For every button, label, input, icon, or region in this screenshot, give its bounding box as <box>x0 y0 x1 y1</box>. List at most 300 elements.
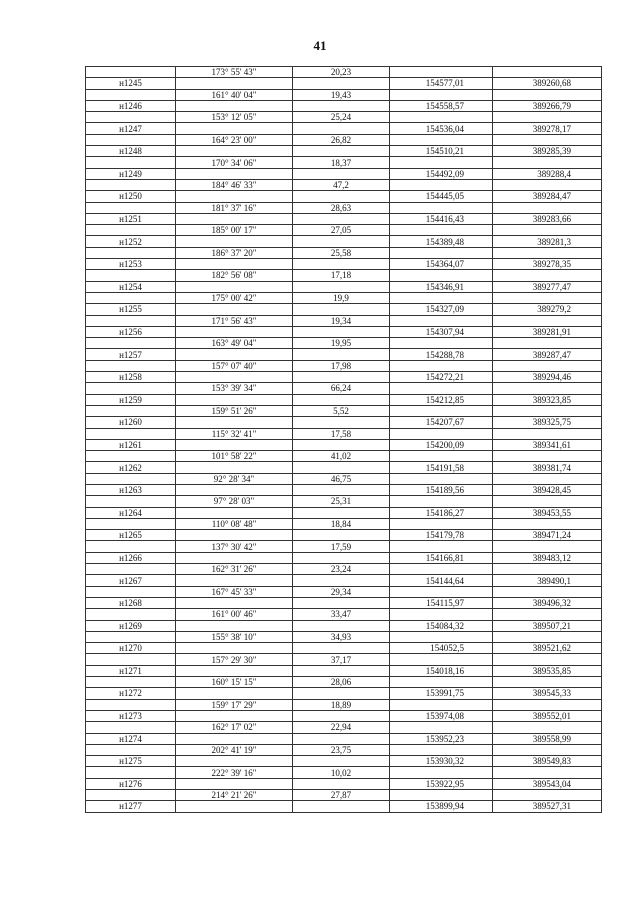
distance-cell: 28,63 <box>293 202 390 213</box>
angle-cell <box>176 575 293 586</box>
point-name-cell <box>86 722 176 733</box>
point-name-cell: н1248 <box>86 146 176 157</box>
table-row <box>86 67 602 78</box>
x-coordinate-cell <box>390 112 493 123</box>
distance-cell <box>293 507 390 518</box>
distance-cell <box>293 326 390 337</box>
angle-cell: 181° 37' 16" <box>176 202 293 213</box>
x-coordinate-cell <box>390 157 493 168</box>
point-name-cell <box>86 270 176 281</box>
table-row <box>86 157 602 168</box>
table-row <box>86 383 602 394</box>
table-row <box>86 349 602 360</box>
table-row <box>86 315 602 326</box>
table-row <box>86 100 602 111</box>
angle-cell <box>176 439 293 450</box>
table-row <box>86 462 602 473</box>
table-row <box>86 428 602 439</box>
x-coordinate-cell <box>390 654 493 665</box>
angle-cell: 97° 28' 03" <box>176 496 293 507</box>
point-name-cell <box>86 564 176 575</box>
table-row <box>86 541 602 552</box>
point-name-cell: н1272 <box>86 688 176 699</box>
point-name-cell <box>86 609 176 620</box>
distance-cell: 17,59 <box>293 541 390 552</box>
angle-cell <box>176 304 293 315</box>
x-coordinate-cell: 154179,78 <box>390 530 493 541</box>
y-coordinate-cell <box>493 360 602 371</box>
distance-cell: 19,43 <box>293 89 390 100</box>
x-coordinate-cell: 154445,05 <box>390 191 493 202</box>
distance-cell: 25,31 <box>293 496 390 507</box>
point-name-cell <box>86 202 176 213</box>
angle-cell <box>176 665 293 676</box>
distance-cell: 17,18 <box>293 270 390 281</box>
distance-cell <box>293 462 390 473</box>
distance-cell <box>293 530 390 541</box>
angle-cell: 184° 46' 33" <box>176 179 293 190</box>
x-coordinate-cell: 154327,09 <box>390 304 493 315</box>
x-coordinate-cell: 154207,67 <box>390 417 493 428</box>
point-name-cell <box>86 157 176 168</box>
x-coordinate-cell <box>390 496 493 507</box>
table-row <box>86 778 602 789</box>
x-coordinate-cell: 154144,64 <box>390 575 493 586</box>
y-coordinate-cell: 389453,55 <box>493 507 602 518</box>
angle-cell <box>176 100 293 111</box>
angle-cell <box>176 733 293 744</box>
table-row <box>86 518 602 529</box>
y-coordinate-cell <box>493 496 602 507</box>
y-coordinate-cell: 389266,79 <box>493 100 602 111</box>
angle-cell <box>176 372 293 383</box>
point-name-cell <box>86 134 176 145</box>
y-coordinate-cell: 389285,39 <box>493 146 602 157</box>
table-row <box>86 688 602 699</box>
point-name-cell: н1277 <box>86 801 176 812</box>
point-name-cell: н1269 <box>86 620 176 631</box>
point-name-cell <box>86 473 176 484</box>
x-coordinate-cell <box>390 473 493 484</box>
y-coordinate-cell: 389545,33 <box>493 688 602 699</box>
table-row <box>86 417 602 428</box>
table-row <box>86 473 602 484</box>
table-row <box>86 213 602 224</box>
distance-cell: 34,93 <box>293 631 390 642</box>
y-coordinate-cell <box>493 564 602 575</box>
y-coordinate-cell: 389490,1 <box>493 575 602 586</box>
y-coordinate-cell: 389535,85 <box>493 665 602 676</box>
x-coordinate-cell: 153899,94 <box>390 801 493 812</box>
x-coordinate-cell <box>390 383 493 394</box>
point-name-cell <box>86 518 176 529</box>
point-name-cell: н1263 <box>86 484 176 495</box>
y-coordinate-cell: 389287,47 <box>493 349 602 360</box>
distance-cell: 25,58 <box>293 247 390 258</box>
distance-cell <box>293 191 390 202</box>
table-row <box>86 552 602 563</box>
point-name-cell <box>86 586 176 597</box>
point-name-cell: н1265 <box>86 530 176 541</box>
point-name-cell <box>86 405 176 416</box>
distance-cell: 27,87 <box>293 790 390 801</box>
distance-cell <box>293 710 390 721</box>
point-name-cell <box>86 451 176 462</box>
x-coordinate-cell: 154052,5 <box>390 643 493 654</box>
angle-cell: 164° 23' 00" <box>176 134 293 145</box>
point-name-cell: н1275 <box>86 756 176 767</box>
x-coordinate-cell: 154186,27 <box>390 507 493 518</box>
distance-cell <box>293 801 390 812</box>
angle-cell <box>176 552 293 563</box>
distance-cell: 29,34 <box>293 586 390 597</box>
table-row <box>86 179 602 190</box>
x-coordinate-cell: 154492,09 <box>390 168 493 179</box>
point-name-cell: н1271 <box>86 665 176 676</box>
y-coordinate-cell: 389496,32 <box>493 597 602 608</box>
table-row <box>86 202 602 213</box>
x-coordinate-cell: 154191,58 <box>390 462 493 473</box>
distance-cell <box>293 665 390 676</box>
angle-cell: 161° 00' 46" <box>176 609 293 620</box>
distance-cell <box>293 304 390 315</box>
y-coordinate-cell <box>493 67 602 78</box>
point-name-cell: н1250 <box>86 191 176 202</box>
angle-cell: 153° 12' 05" <box>176 112 293 123</box>
y-coordinate-cell <box>493 541 602 552</box>
table-row <box>86 439 602 450</box>
x-coordinate-cell <box>390 677 493 688</box>
y-coordinate-cell: 389283,66 <box>493 213 602 224</box>
angle-cell: 153° 39' 34" <box>176 383 293 394</box>
distance-cell: 37,17 <box>293 654 390 665</box>
distance-cell: 18,37 <box>293 157 390 168</box>
point-name-cell: н1246 <box>86 100 176 111</box>
x-coordinate-cell <box>390 67 493 78</box>
point-name-cell <box>86 767 176 778</box>
table-row <box>86 756 602 767</box>
point-name-cell <box>86 541 176 552</box>
table-row <box>86 699 602 710</box>
angle-cell: 157° 07' 40" <box>176 360 293 371</box>
distance-cell: 5,52 <box>293 405 390 416</box>
point-name-cell: н1259 <box>86 394 176 405</box>
angle-cell: 170° 34' 06" <box>176 157 293 168</box>
x-coordinate-cell: 153930,32 <box>390 756 493 767</box>
y-coordinate-cell: 389507,21 <box>493 620 602 631</box>
x-coordinate-cell <box>390 225 493 236</box>
y-coordinate-cell <box>493 315 602 326</box>
point-name-cell: н1257 <box>86 349 176 360</box>
distance-cell: 20,23 <box>293 67 390 78</box>
x-coordinate-cell <box>390 699 493 710</box>
y-coordinate-cell: 389521,62 <box>493 643 602 654</box>
y-coordinate-cell <box>493 134 602 145</box>
y-coordinate-cell <box>493 179 602 190</box>
distance-cell: 23,75 <box>293 744 390 755</box>
table-row <box>86 338 602 349</box>
angle-cell: 167° 45' 33" <box>176 586 293 597</box>
y-coordinate-cell: 389260,68 <box>493 78 602 89</box>
distance-cell <box>293 439 390 450</box>
point-name-cell: н1247 <box>86 123 176 134</box>
x-coordinate-cell: 154577,01 <box>390 78 493 89</box>
x-coordinate-cell <box>390 541 493 552</box>
table-row <box>86 112 602 123</box>
point-name-cell: н1249 <box>86 168 176 179</box>
distance-cell: 17,98 <box>293 360 390 371</box>
table-row <box>86 643 602 654</box>
point-name-cell: н1264 <box>86 507 176 518</box>
y-coordinate-cell <box>493 225 602 236</box>
distance-cell <box>293 620 390 631</box>
x-coordinate-cell <box>390 134 493 145</box>
table-row <box>86 654 602 665</box>
distance-cell <box>293 372 390 383</box>
y-coordinate-cell <box>493 202 602 213</box>
distance-cell: 41,02 <box>293 451 390 462</box>
y-coordinate-cell: 389325,75 <box>493 417 602 428</box>
angle-cell <box>176 507 293 518</box>
x-coordinate-cell: 154288,78 <box>390 349 493 360</box>
angle-cell <box>176 597 293 608</box>
angle-cell <box>176 756 293 767</box>
y-coordinate-cell <box>493 722 602 733</box>
x-coordinate-cell: 154189,56 <box>390 484 493 495</box>
x-coordinate-cell <box>390 405 493 416</box>
distance-cell <box>293 552 390 563</box>
angle-cell <box>176 620 293 631</box>
table-row <box>86 247 602 258</box>
distance-cell: 18,89 <box>293 699 390 710</box>
angle-cell <box>176 710 293 721</box>
y-coordinate-cell: 389279,2 <box>493 304 602 315</box>
table-row <box>86 123 602 134</box>
distance-cell <box>293 78 390 89</box>
table-row <box>86 597 602 608</box>
distance-cell: 23,24 <box>293 564 390 575</box>
distance-cell <box>293 259 390 270</box>
point-name-cell <box>86 496 176 507</box>
table-row <box>86 609 602 620</box>
distance-cell: 19,34 <box>293 315 390 326</box>
angle-cell: 222° 39' 16" <box>176 767 293 778</box>
x-coordinate-cell <box>390 315 493 326</box>
point-name-cell: н1268 <box>86 597 176 608</box>
distance-cell <box>293 778 390 789</box>
y-coordinate-cell <box>493 586 602 597</box>
table-row <box>86 620 602 631</box>
x-coordinate-cell: 154115,97 <box>390 597 493 608</box>
x-coordinate-cell: 154200,09 <box>390 439 493 450</box>
point-name-cell: н1245 <box>86 78 176 89</box>
y-coordinate-cell: 389277,47 <box>493 281 602 292</box>
x-coordinate-cell <box>390 518 493 529</box>
x-coordinate-cell <box>390 609 493 620</box>
angle-cell: 186° 37' 20" <box>176 247 293 258</box>
angle-cell: 137° 30' 42" <box>176 541 293 552</box>
x-coordinate-cell: 154364,07 <box>390 259 493 270</box>
angle-cell <box>176 259 293 270</box>
angle-cell <box>176 643 293 654</box>
table-row <box>86 360 602 371</box>
y-coordinate-cell <box>493 157 602 168</box>
table-row <box>86 744 602 755</box>
y-coordinate-cell: 389288,4 <box>493 168 602 179</box>
distance-cell: 26,82 <box>293 134 390 145</box>
table-row <box>86 507 602 518</box>
x-coordinate-cell: 153952,23 <box>390 733 493 744</box>
y-coordinate-cell <box>493 247 602 258</box>
point-name-cell <box>86 744 176 755</box>
point-name-cell: н1258 <box>86 372 176 383</box>
angle-cell: 171° 56' 43" <box>176 315 293 326</box>
point-name-cell <box>86 89 176 100</box>
angle-cell: 163° 49' 04" <box>176 338 293 349</box>
angle-cell <box>176 123 293 134</box>
table-row <box>86 236 602 247</box>
distance-cell <box>293 100 390 111</box>
y-coordinate-cell: 389278,35 <box>493 259 602 270</box>
distance-cell: 10,02 <box>293 767 390 778</box>
angle-cell: 159° 17' 29" <box>176 699 293 710</box>
angle-cell: 159° 51' 26" <box>176 405 293 416</box>
x-coordinate-cell <box>390 338 493 349</box>
x-coordinate-cell <box>390 451 493 462</box>
x-coordinate-cell <box>390 89 493 100</box>
x-coordinate-cell: 154536,04 <box>390 123 493 134</box>
distance-cell <box>293 484 390 495</box>
point-name-cell <box>86 360 176 371</box>
y-coordinate-cell <box>493 654 602 665</box>
x-coordinate-cell: 154558,57 <box>390 100 493 111</box>
point-name-cell: н1267 <box>86 575 176 586</box>
point-name-cell: н1260 <box>86 417 176 428</box>
table-row <box>86 89 602 100</box>
y-coordinate-cell: 389558,99 <box>493 733 602 744</box>
x-coordinate-cell <box>390 360 493 371</box>
y-coordinate-cell <box>493 609 602 620</box>
table-row <box>86 405 602 416</box>
y-coordinate-cell: 389543,04 <box>493 778 602 789</box>
table-row <box>86 146 602 157</box>
point-name-cell <box>86 292 176 303</box>
x-coordinate-cell: 153922,95 <box>390 778 493 789</box>
y-coordinate-cell: 389294,46 <box>493 372 602 383</box>
point-name-cell: н1252 <box>86 236 176 247</box>
y-coordinate-cell: 389428,45 <box>493 484 602 495</box>
angle-cell: 161° 40' 04" <box>176 89 293 100</box>
point-name-cell: н1254 <box>86 281 176 292</box>
x-coordinate-cell: 154416,43 <box>390 213 493 224</box>
y-coordinate-cell <box>493 767 602 778</box>
y-coordinate-cell <box>493 112 602 123</box>
point-name-cell <box>86 338 176 349</box>
y-coordinate-cell: 389381,74 <box>493 462 602 473</box>
x-coordinate-cell <box>390 270 493 281</box>
angle-cell: 162° 31' 26" <box>176 564 293 575</box>
angle-cell: 182° 56' 08" <box>176 270 293 281</box>
distance-cell <box>293 575 390 586</box>
table-row <box>86 191 602 202</box>
angle-cell: 115° 32' 41" <box>176 428 293 439</box>
point-name-cell <box>86 247 176 258</box>
point-name-cell <box>86 383 176 394</box>
point-name-cell: н1270 <box>86 643 176 654</box>
point-name-cell: н1253 <box>86 259 176 270</box>
distance-cell <box>293 756 390 767</box>
table-row <box>86 530 602 541</box>
angle-cell: 214° 21' 26" <box>176 790 293 801</box>
table-row <box>86 790 602 801</box>
y-coordinate-cell: 389527,31 <box>493 801 602 812</box>
x-coordinate-cell: 153991,75 <box>390 688 493 699</box>
y-coordinate-cell: 389284,47 <box>493 191 602 202</box>
point-name-cell: н1261 <box>86 439 176 450</box>
x-coordinate-cell <box>390 722 493 733</box>
x-coordinate-cell: 154166,81 <box>390 552 493 563</box>
y-coordinate-cell: 389281,3 <box>493 236 602 247</box>
y-coordinate-cell <box>493 383 602 394</box>
table-row <box>86 292 602 303</box>
table-row <box>86 304 602 315</box>
x-coordinate-cell <box>390 247 493 258</box>
y-coordinate-cell: 389549,83 <box>493 756 602 767</box>
y-coordinate-cell <box>493 270 602 281</box>
table-row <box>86 496 602 507</box>
x-coordinate-cell <box>390 292 493 303</box>
table-row <box>86 451 602 462</box>
y-coordinate-cell: 389483,12 <box>493 552 602 563</box>
point-name-cell: н1256 <box>86 326 176 337</box>
coordinates-table-body <box>86 67 602 813</box>
y-coordinate-cell: 389323,85 <box>493 394 602 405</box>
table-row <box>86 767 602 778</box>
point-name-cell: н1251 <box>86 213 176 224</box>
distance-cell <box>293 281 390 292</box>
point-name-cell <box>86 790 176 801</box>
y-coordinate-cell <box>493 744 602 755</box>
angle-cell <box>176 168 293 179</box>
distance-cell <box>293 146 390 157</box>
y-coordinate-cell: 389281,91 <box>493 326 602 337</box>
angle-cell: 162° 17' 02" <box>176 722 293 733</box>
y-coordinate-cell <box>493 405 602 416</box>
x-coordinate-cell: 154018,16 <box>390 665 493 676</box>
y-coordinate-cell: 389341,61 <box>493 439 602 450</box>
x-coordinate-cell <box>390 428 493 439</box>
distance-cell: 18,84 <box>293 518 390 529</box>
x-coordinate-cell: 154212,85 <box>390 394 493 405</box>
y-coordinate-cell <box>493 699 602 710</box>
table-row <box>86 134 602 145</box>
table-row <box>86 575 602 586</box>
point-name-cell <box>86 179 176 190</box>
x-coordinate-cell: 153974,08 <box>390 710 493 721</box>
angle-cell <box>176 349 293 360</box>
distance-cell <box>293 168 390 179</box>
table-row <box>86 259 602 270</box>
y-coordinate-cell: 389471,24 <box>493 530 602 541</box>
point-name-cell: н1266 <box>86 552 176 563</box>
angle-cell <box>176 191 293 202</box>
distance-cell: 46,75 <box>293 473 390 484</box>
point-name-cell: н1276 <box>86 778 176 789</box>
y-coordinate-cell: 389552,01 <box>493 710 602 721</box>
point-name-cell: н1274 <box>86 733 176 744</box>
point-name-cell: н1255 <box>86 304 176 315</box>
distance-cell: 28,06 <box>293 677 390 688</box>
